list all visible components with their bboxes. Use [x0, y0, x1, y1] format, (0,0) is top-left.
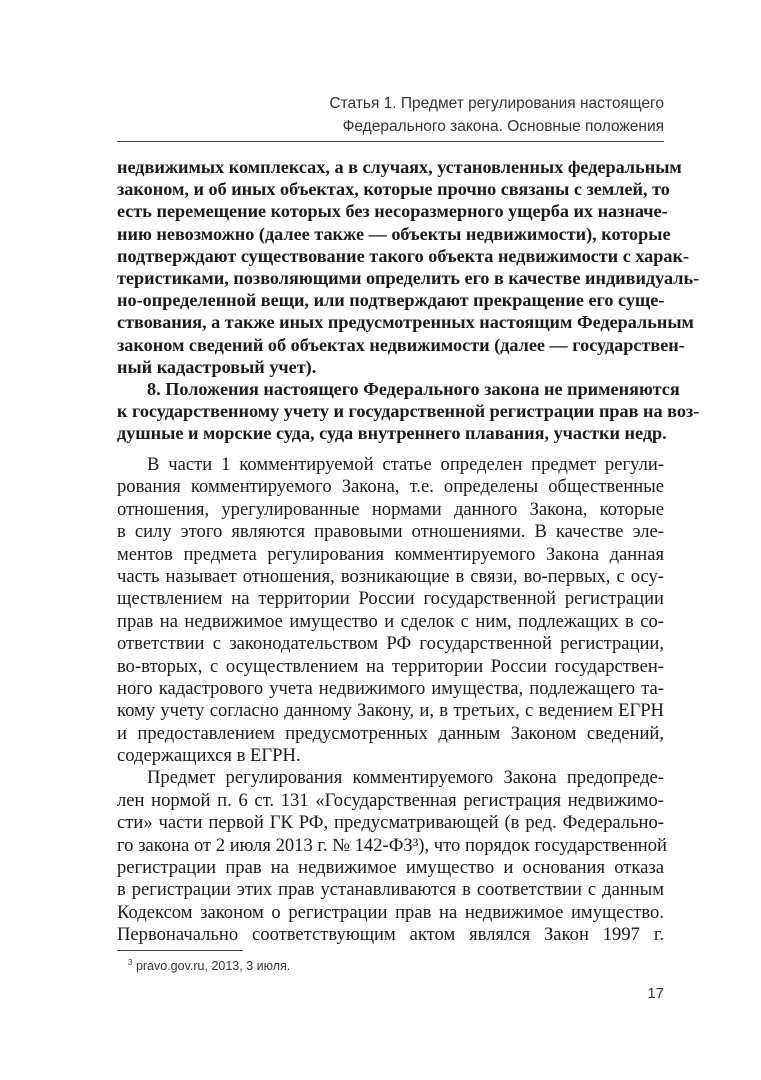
- footnote-text: pravo.gov.ru, 2013, 3 июля.: [135, 959, 291, 974]
- text-line: но-определенной вещи, или подтверждают прекращение его суще-: [117, 290, 665, 311]
- text-line: Предмет регулирования комментируемого Закона предопреде-: [147, 767, 664, 789]
- text-line: лен нормой п. 6 ст. 131 «Государственная регистрация недвижимо-: [117, 789, 664, 811]
- text-line: в регистрации этих прав устанавливаются в соответствии с данным: [117, 879, 664, 901]
- text-line: содержащихся в ЕГРН.: [117, 745, 301, 767]
- running-header-line: Федерального закона. Основные положения: [342, 118, 664, 135]
- text-line: 8. Положения настоящего Федерального закона не применяются: [147, 378, 680, 399]
- text-line: Первоначально соответствующим актом являлся Закон 1997 г.: [117, 924, 664, 946]
- text-line: душные и морские суда, суда внутреннего плавания, участки недр.: [117, 423, 667, 444]
- text-line: во-вторых, с осуществлением на территории России государствен-: [117, 655, 664, 677]
- text-line: регистрации прав на недвижимое имущество и основания отказа: [117, 857, 664, 879]
- header-divider: [117, 141, 664, 142]
- running-header: [117, 92, 664, 138]
- text-line: законом, и об иных объектах, которые прочно связаны с землей, то: [117, 179, 670, 200]
- running-header-line: Статья 1. Предмет регулирования настоящего: [329, 95, 664, 112]
- text-line: Кодексом законом о регистрации прав на недвижимое имущество.: [117, 901, 664, 923]
- footnote-divider: [117, 950, 243, 951]
- text-line: ществлением на территории России государственной регистрации: [117, 588, 664, 610]
- text-line: рования комментируемого Закона, т.е. определены общественные: [117, 476, 664, 498]
- text-line: есть перемещение которых без несоразмерного ущерба их назначе-: [117, 201, 668, 222]
- footnote-mark: 3: [128, 958, 133, 967]
- text-line: прав на недвижимое имущество и сделок с ним, подлежащих в со-: [117, 610, 664, 632]
- text-line: недвижимых комплексах, а в случаях, установленных федеральным: [117, 157, 682, 177]
- page-number: 17: [647, 985, 664, 1002]
- text-line: теристиками, позволяющими определить его в качестве индивидуаль-: [117, 267, 700, 288]
- text-line: в силу этого являются правовыми отношениями. В качестве эле-: [117, 521, 664, 543]
- text-line: к государственному учету и государственной регистрации прав на воз-: [117, 401, 700, 422]
- commentary-block: [117, 454, 668, 947]
- text-line: подтверждают существование такого объекта недвижимости с харак-: [117, 245, 690, 266]
- text-line: законом сведений об объектах недвижимости (далее — государствен-: [117, 334, 685, 355]
- text-line: го закона от 2 июля 2013 г. № 142-ФЗ³), что порядок государственной: [117, 834, 668, 856]
- law-text-block: [117, 156, 700, 444]
- text-line: ный кадастровый учет).: [117, 356, 317, 377]
- text-line: отношения, урегулированные нормами данного Закона, которые: [117, 498, 664, 520]
- text-line: ного кадастрового учета недвижимого имущества, подлежащего та-: [117, 677, 664, 699]
- text-line: ментов предмета регулирования комментируемого Закона данная: [117, 543, 664, 565]
- text-line: ответствии с законодательством РФ государственной регистрации,: [117, 633, 664, 655]
- text-line: сти» части первой ГК РФ, предусматривающей (в ред. Федерально-: [117, 812, 664, 834]
- text-line: ствования, а также иных предусмотренных настоящим Федеральным: [117, 312, 694, 333]
- text-line: нию невозможно (далее также — объекты недвижимости), которые: [117, 223, 671, 244]
- text-line: часть называет отношения, возникающие в связи, во-первых, с осу-: [117, 565, 664, 587]
- text-line: кому учету согласно данному Закону, и, в третьих, с ведением ЕГРН: [117, 700, 664, 722]
- text-line: В части 1 комментируемой статье определен предмет регули-: [147, 454, 664, 475]
- text-line: и предоставлением предусмотренных данным Законом сведений,: [117, 722, 664, 744]
- footnote: [128, 955, 290, 974]
